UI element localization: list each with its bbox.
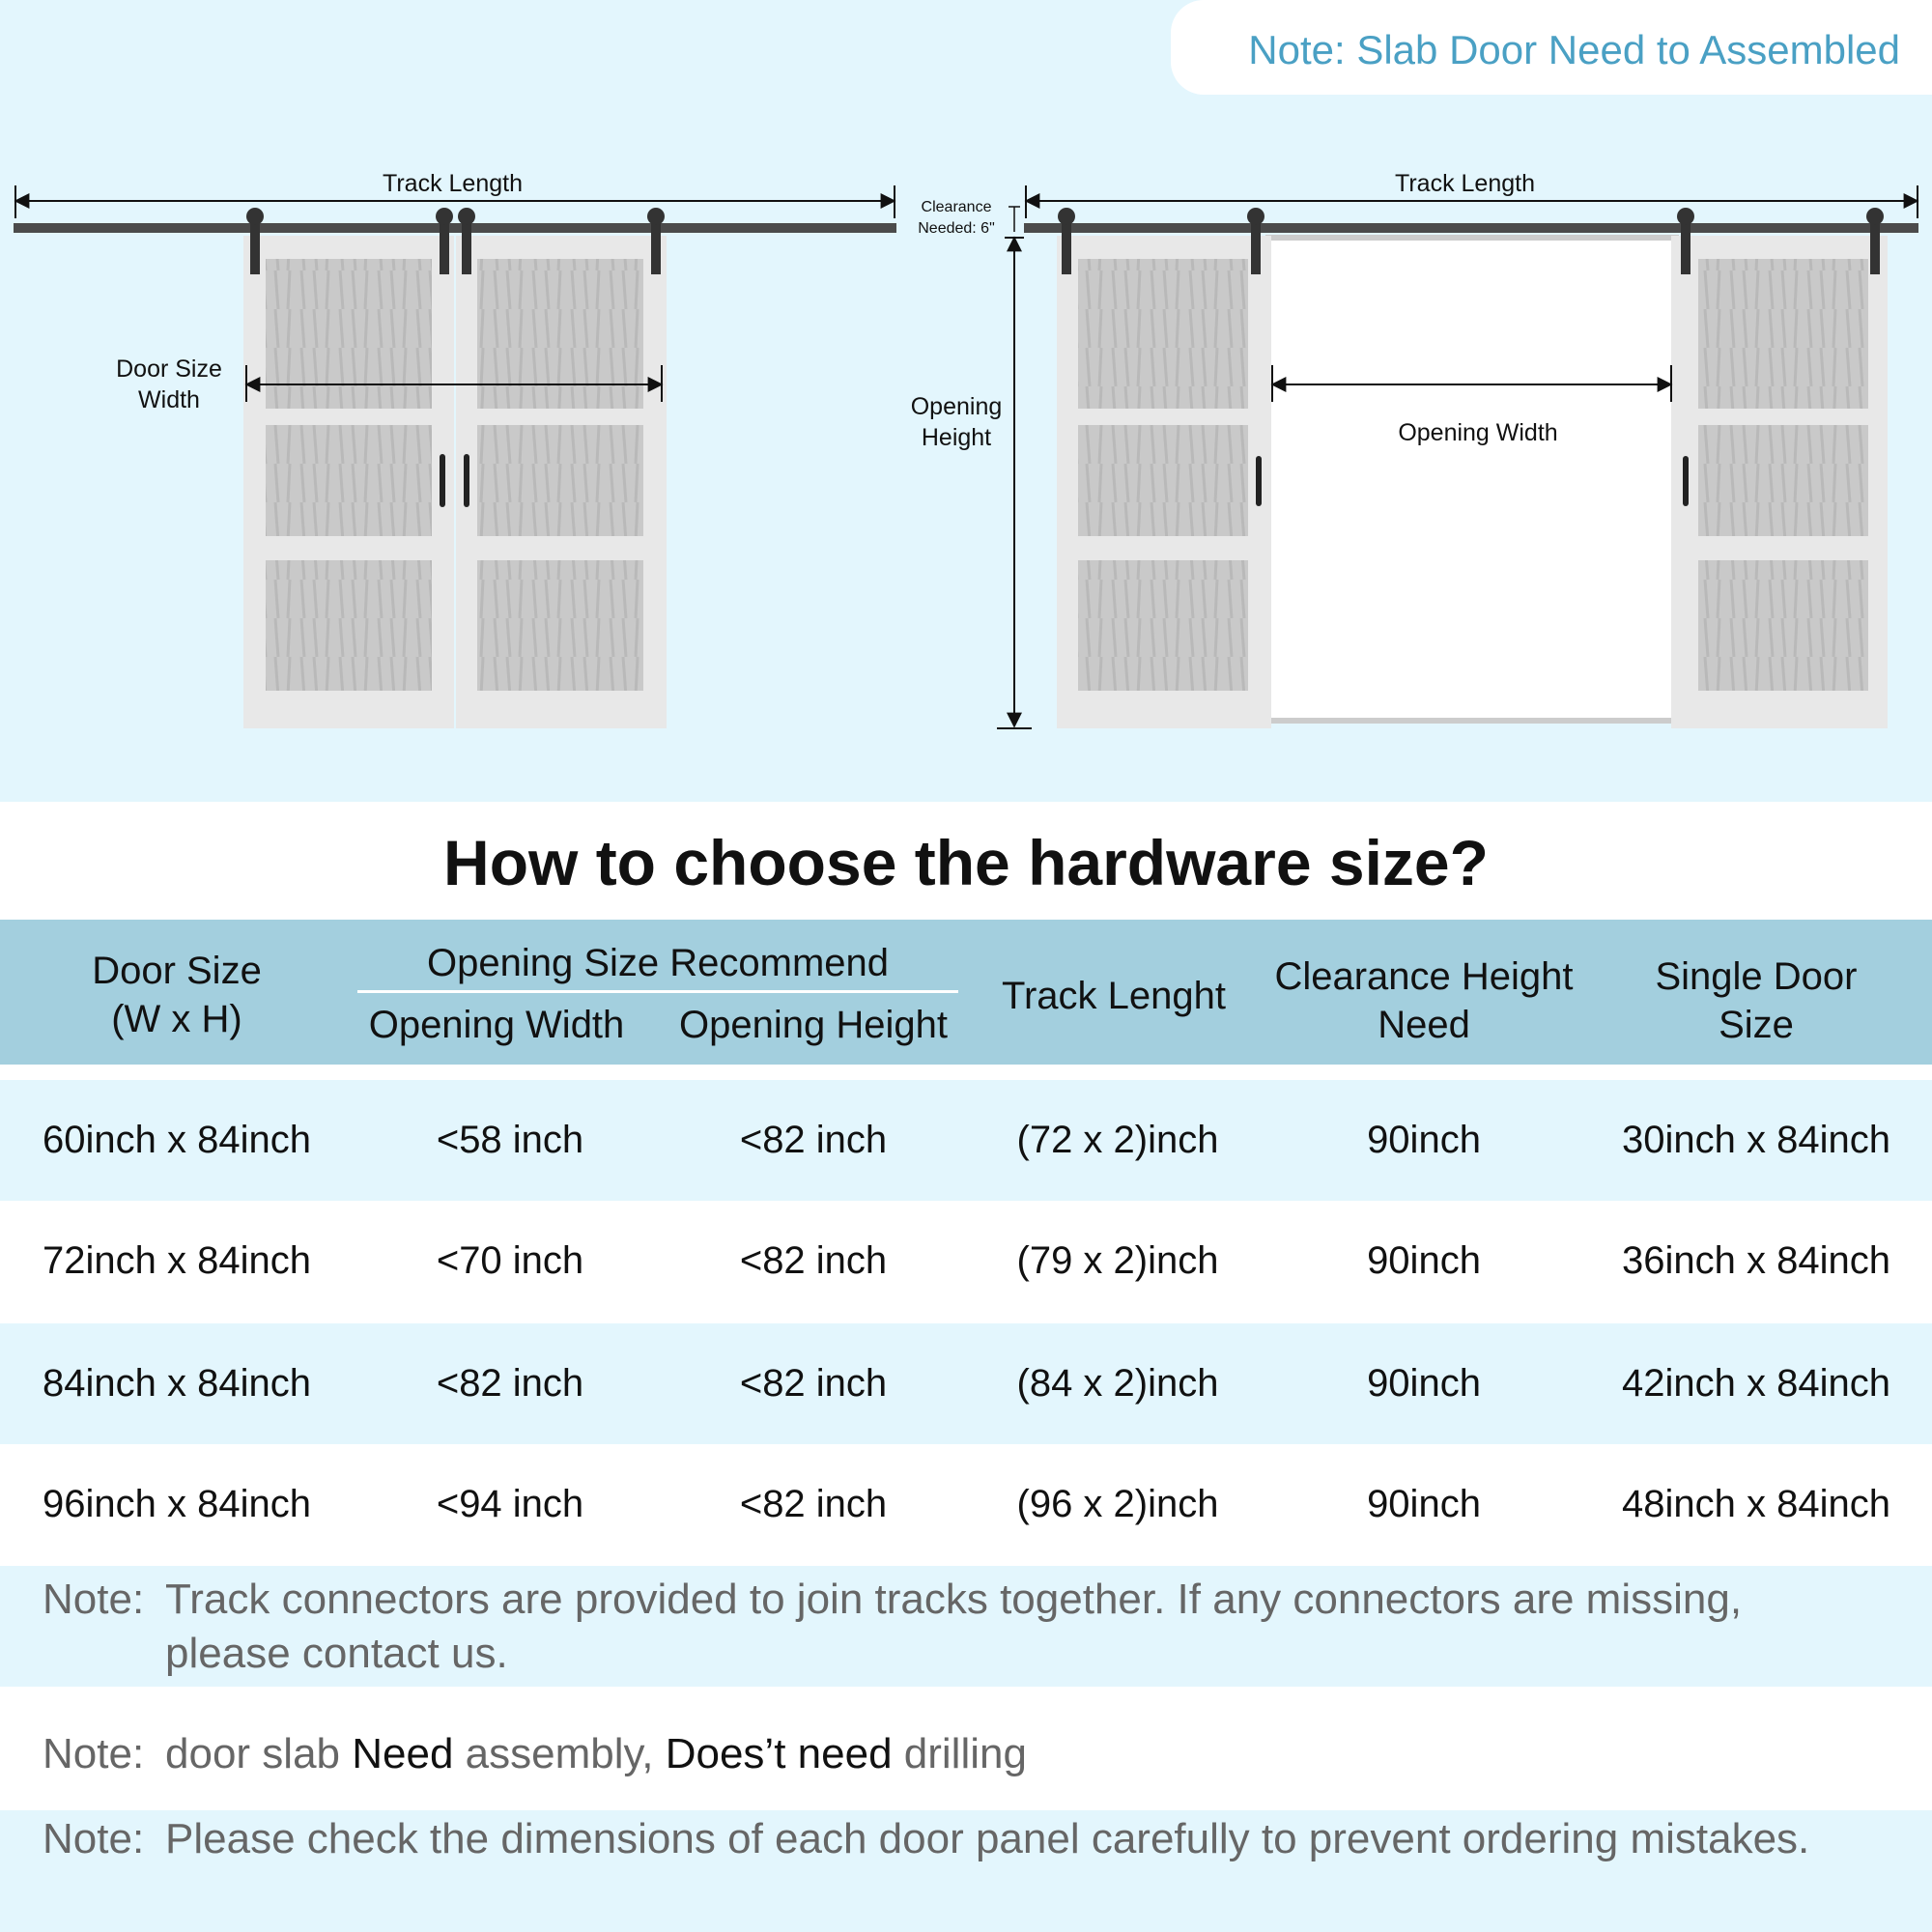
cell-single-door: 36inch x 84inch <box>1622 1239 1890 1282</box>
header-divider <box>357 990 958 993</box>
header-opening-height: Opening Height <box>679 1004 948 1046</box>
cell-single-door: 48inch x 84inch <box>1622 1483 1890 1525</box>
note-assembly: Note: door slab Need assembly, Does’t need drilling <box>43 1730 1027 1777</box>
cell-door-size: 60inch x 84inch <box>43 1119 311 1161</box>
cell-clearance: 90inch <box>1367 1119 1481 1161</box>
cell-single-door: 30inch x 84inch <box>1622 1119 1890 1161</box>
slab-door-note-text: Note: Slab Door Need to Assembled <box>1248 27 1900 72</box>
cell-track-length: (72 x 2)inch <box>1016 1119 1219 1161</box>
door-right-1 <box>1057 236 1271 728</box>
table-row <box>0 1080 1932 1201</box>
cell-door-size: 72inch x 84inch <box>43 1239 311 1282</box>
table-row <box>0 1444 1932 1565</box>
cell-clearance: 90inch <box>1367 1362 1481 1405</box>
page-title: How to choose the hardware size? <box>443 827 1489 898</box>
cell-opening-width: <70 inch <box>436 1239 584 1282</box>
cell-opening-height: <82 inch <box>739 1483 888 1525</box>
wall-opening <box>1268 238 1676 721</box>
note-check-dimensions: Note: Please check the dimensions of each door panel carefully to prevent ordering mistakes. <box>0 1810 1932 1932</box>
cell-opening-height: <82 inch <box>739 1119 888 1161</box>
note-track-connectors: Note: Track connectors are provided to join tracks together. If any connectors are missing, please contact us. <box>0 1566 1932 1687</box>
cell-track-length: (79 x 2)inch <box>1016 1239 1219 1282</box>
cell-clearance: 90inch <box>1367 1483 1481 1525</box>
door-handle <box>440 454 445 507</box>
track-rail <box>1024 223 1918 233</box>
left-door-assembly <box>14 185 896 728</box>
table-header <box>0 920 1932 1065</box>
header-opening-group: Opening Size Recommend <box>426 942 890 984</box>
opening-height-label: Opening Height <box>910 393 1003 451</box>
table-row <box>0 1323 1932 1444</box>
door-handle <box>464 454 469 507</box>
door-right-2 <box>1671 236 1888 728</box>
door-handle <box>1683 456 1689 506</box>
cell-opening-width: <82 inch <box>436 1362 584 1405</box>
header-clearance-height: Clearance Height Need <box>1274 955 1574 1046</box>
opening-width-label: Opening Width <box>1398 419 1558 446</box>
right-track-length-label: Track Length <box>1395 170 1535 197</box>
cell-opening-height: <82 inch <box>739 1239 888 1282</box>
cell-clearance: 90inch <box>1367 1239 1481 1282</box>
cell-opening-width: <94 inch <box>436 1483 584 1525</box>
door-size-width-label: Door Size Width <box>116 355 222 413</box>
table-row <box>0 1201 1932 1321</box>
header-opening-width: Opening Width <box>368 1004 625 1046</box>
header-track-length: Track Lenght <box>1002 975 1226 1017</box>
cell-door-size: 96inch x 84inch <box>43 1483 311 1525</box>
door-handle <box>1256 456 1262 506</box>
door-left-1 <box>243 236 454 728</box>
cell-opening-height: <82 inch <box>739 1362 888 1405</box>
cell-single-door: 42inch x 84inch <box>1622 1362 1890 1405</box>
cell-door-size: 84inch x 84inch <box>43 1362 311 1405</box>
cell-track-length: (96 x 2)inch <box>1016 1483 1219 1525</box>
track-rail <box>14 223 896 233</box>
header-single-door-size: Single Door Size <box>1655 955 1858 1046</box>
left-track-length-label: Track Length <box>383 170 523 197</box>
clearance-needed-label: Clearance Needed: 6" <box>918 199 995 237</box>
right-door-assembly <box>997 185 1918 728</box>
door-left-2 <box>456 236 667 728</box>
cell-opening-width: <58 inch <box>436 1119 584 1161</box>
header-door-size: Door Size (W x H) <box>92 950 262 1040</box>
cell-track-length: (84 x 2)inch <box>1016 1362 1219 1405</box>
